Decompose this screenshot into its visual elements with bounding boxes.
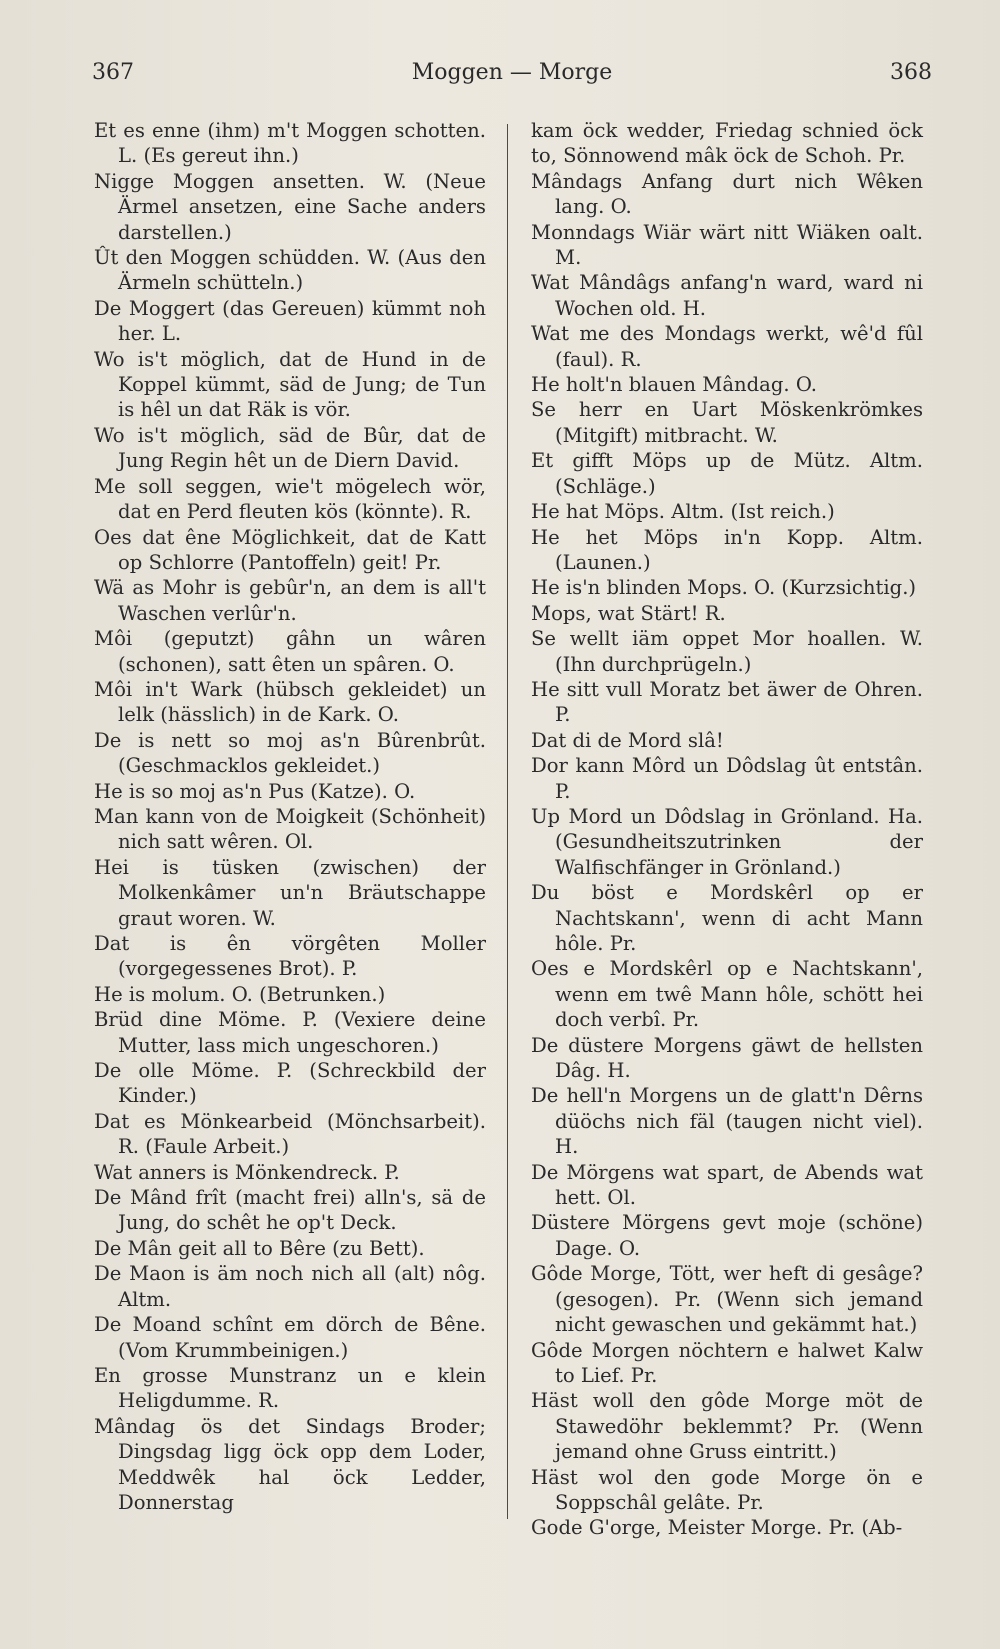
entry: He is molum. O. (Betrunken.): [94, 982, 386, 1006]
column-divider: [507, 124, 508, 1519]
entry: Dat es Mönkearbeid (Mönchsarbeit). R. (Faule Arbeit.): [94, 1109, 486, 1159]
entry: Wat me des Mondags werkt, wê'd fûl (faul). R.: [531, 322, 923, 371]
running-title: Moggen — Morge: [411, 60, 613, 85]
entry: Mândags Anfang durt nich Wêken lang. O.: [531, 169, 923, 219]
entry: Gode G'orge, Meister Morge. Pr. (Ab-: [531, 1516, 903, 1540]
entry: En grosse Munstranz un e klein Heligdumme. R.: [94, 1363, 486, 1413]
entry: Et gifft Möps up de Mütz. Altm. (Schläge.): [531, 449, 923, 498]
left-column: [94, 118, 486, 1515]
entry: Häst woll den gôde Morge möt de Stawedöhr beklemmt? Pr. (Wenn jemand ohne Gruss eintritt.): [531, 1389, 923, 1464]
entry: De Moand schînt em dörch de Bêne. (Vom Krummbeinigen.): [94, 1313, 486, 1362]
entry: Oes e Mordskêrl op e Nachtskann', wenn em twê Mann hôle, schött hei doch verbî. Pr.: [531, 957, 923, 1032]
entry: De olle Möme. P. (Schreckbild der Kinder.): [94, 1059, 486, 1108]
entry: He is'n blinden Mops. O. (Kurzsichtig.): [531, 576, 917, 600]
running-header: [92, 60, 932, 96]
entry: He het Möps in'n Kopp. Altm. (Launen.): [531, 525, 923, 574]
entry: De Maon is äm noch nich all (alt) nôg. Altm.: [94, 1262, 486, 1311]
page-number-right: 368: [890, 60, 932, 85]
entry: Wä as Mohr is gebûr'n, an dem is all't Waschen verlûr'n.: [94, 576, 486, 625]
entry: Se herr en Uart Möskenkrömkes (Mitgift) mitbracht. W.: [531, 398, 923, 447]
entry: Up Mord un Dôdslag in Grönland. Ha. (Gesundheitszutrinken der Walfischfänger in Grönland.): [531, 804, 923, 879]
entry: He holt'n blauen Mândag. O.: [531, 373, 817, 397]
entry: Wat anners is Mönkendreck. P.: [94, 1160, 400, 1184]
entry: Mops, wat Stärt! R.: [531, 601, 726, 625]
entry: Gôde Morge, Tött, wer heft di gesâge? (gesogen). Pr. (Wenn sich jemand nicht gewaschen und gekämmt hat.): [531, 1262, 923, 1337]
page-number-left: 367: [92, 60, 134, 85]
entry: Dor kann Môrd un Dôdslag ût entstân. P.: [531, 754, 923, 803]
entry: Gôde Morgen nöchtern e halwet Kalw to Lief. Pr.: [531, 1338, 923, 1387]
entry: Ût den Moggen schüdden. W. (Aus den Ärmeln schütteln.): [94, 246, 486, 295]
entry: Me soll seggen, wie't mögelech wör, dat en Perd fleuten kös (könnte). R.: [94, 474, 486, 524]
entry: De is nett so moj as'n Bûrenbrût. (Geschmacklos gekleidet.): [94, 728, 486, 778]
entry: Mândag ös det Sindags Broder; Dingsdag ligg öck opp dem Loder, Meddwêk hal öck Ledder, Donnerstag: [94, 1414, 486, 1514]
entry: Häst wol den gode Morge ön e Soppschâl gelâte. Pr.: [531, 1465, 923, 1514]
entry: Wo is't möglich, dat de Hund in de Koppel kümmt, säd de Jung; de Tun is hêl un dat Räk is vör.: [94, 347, 486, 422]
entry-continuation: kam öck wedder, Friedag schnied öck to, Sönnowend mâk öck de Schoh. Pr.: [531, 119, 923, 168]
entry: Monndags Wiär wärt nitt Wiäken oalt. M.: [531, 220, 923, 270]
entry: Se wellt iäm oppet Mor hoallen. W. (Ihn durchprügeln.): [531, 627, 923, 676]
entry: Wat Mândâgs anfang'n ward, ward ni Wochen old. H.: [531, 271, 923, 320]
entry: Hei is tüsken (zwischen) der Molkenkâmer un'n Bräutschappe graut woren. W.: [94, 855, 486, 930]
entry: Du böst e Mordskêrl op er Nachtskann', wenn di acht Mann hôle. Pr.: [531, 881, 923, 955]
entry: Man kann von de Moigkeit (Schönheit) nich satt wêren. Ol.: [94, 804, 486, 854]
entry: De Mân geit all to Bêre (zu Bett).: [94, 1236, 425, 1260]
entry: Oes dat êne Möglichkeit, dat de Katt op Schlorre (Pantoffeln) geit! Pr.: [94, 525, 486, 574]
right-column: [531, 118, 923, 1541]
entry: He sitt vull Moratz bet äwer de Ohren. P.: [531, 677, 923, 727]
entry: De Moggert (das Gereuen) kümmt noh her. L.: [94, 296, 486, 346]
entry: Wo is't möglich, säd de Bûr, dat de Jung Regin hêt un de Diern David.: [94, 423, 486, 473]
entry: He is so moj as'n Pus (Katze). O.: [94, 779, 416, 803]
entry: Et es enne (ihm) m't Moggen schotten. L. (Es gereut ihn.): [94, 119, 486, 168]
entry: Düstere Mörgens gevt moje (schöne) Dage. O.: [531, 1211, 923, 1260]
entry: De düstere Morgens gäwt de hellsten Dâg. H.: [531, 1033, 923, 1083]
entry: He hat Möps. Altm. (Ist reich.): [531, 500, 835, 524]
entry: Dat is ên vörgêten Moller (vorgegessenes Brot). P.: [94, 932, 486, 981]
entry: De Mörgens wat spart, de Abends wat hett. Ol.: [531, 1160, 923, 1210]
entry: Dat di de Mord slâ!: [531, 728, 724, 752]
entry: Nigge Moggen ansetten. W. (Neue Ärmel ansetzen, eine Sache anders darstellen.): [94, 169, 486, 244]
entry: Brüd dine Möme. P. (Vexiere deine Mutter, lass mich ungeschoren.): [94, 1008, 486, 1057]
entry: Môi in't Wark (hübsch gekleidet) un lelk (hässlich) in de Kark. O.: [94, 677, 486, 727]
entry: De Mând frît (macht frei) alln's, sä de Jung, do schêt he op't Deck.: [94, 1186, 486, 1235]
entry: De hell'n Morgens un de glatt'n Dêrns düöchs nich fäl (taugen nicht viel). H.: [531, 1084, 923, 1159]
entry: Môi (geputzt) gâhn un wâren (schonen), satt êten un spâren. O.: [94, 627, 486, 676]
